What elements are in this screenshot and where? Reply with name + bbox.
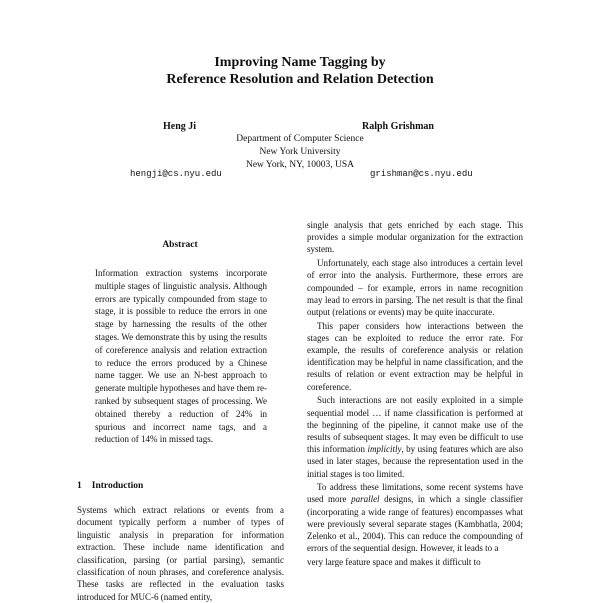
abstract-text: Information extraction systems incorporate multiple stages of linguistic analysis. Although errors are typically compounded from stage to stage, it is possible to reduce the errors in one stage by harnessing the results of the other stages. We demonstrate this by using the results of coreference analysis and relation extraction to reduce the errors produced by a Chinese name tagger. We use an N-best approach to generate multiple hypotheses and have them re-ranked by subsequent stages of processing. We obtained thereby a reduction of 24% in spurious and incorrect name tags, and a reduction of 14% in missed tags.	[95, 268, 267, 445]
right-paragraph-4	[307, 394, 523, 479]
right-paragraph-5-last-line: very large feature space and makes it difficult to	[307, 556, 481, 567]
section-heading-introduction	[77, 481, 143, 491]
right-paragraph-5	[307, 481, 523, 554]
p4-text-a: Such interactions are not easily exploited in a simple sequential model … if name classification is performed at the beginning of the pipeline, it cannot make use of the results of subsequent stages. It may even be difficult to use this information	[307, 395, 523, 455]
author-1-name: Heng Ji	[163, 121, 197, 132]
section-number: 1	[77, 481, 82, 491]
section-title: Introduction	[91, 481, 144, 491]
right-paragraph-3: This paper considers how interactions between the stages can be exploited to reduce the error rate. For example, the results of coreference analysis or relation identification may be helpful in name classification, and the results of relation or event extraction may be helpful in coreference.	[307, 320, 523, 392]
p5-emphasis: parallel	[351, 494, 380, 505]
affiliation-department: Department of Computer Science	[236, 134, 364, 144]
affiliation-address: New York, NY, 10003, USA	[245, 160, 355, 170]
paper-title-line-1: Improving Name Tagging by	[214, 55, 386, 70]
author-2-name: Ralph Grishman	[362, 121, 434, 132]
author-2-email: grishman@cs.nyu.edu	[370, 169, 473, 179]
right-paragraph-2: Unfortunately, each stage also introduces a certain level of error into the analysis. Furthermore, these errors are compounded – for example, errors in name recognition may lead to errors in parsing. The net result is that the final output (relations or events) may be quite inaccurate.	[307, 258, 523, 317]
introduction-text: Systems which extract relations or events from a document typically perform a number of types of linguistic analysis in preparation for information extraction. These include name identification and classification, parsing (or partial parsing), semantic classification of noun phrases, and coreference analysis. These tasks are reflected in the evaluation tasks introduced for MUC-6 (named entity,	[77, 505, 284, 602]
p5-text-b: designs, in which a single classifier (incorporating a wide range of features) encompasses what were previously several separate stages (Kambhatla, 2004; Zelenko et al., 2004). This can reduce the compounding of errors of the sequential design. However, it leads to a	[307, 494, 523, 554]
right-column	[307, 219, 523, 570]
affiliation-university: New York University	[259, 147, 341, 157]
right-paragraph-1: single analysis that gets enriched by each stage. This provides a simple modular organization for the extraction system.	[307, 220, 523, 255]
author-1-email: hengji@cs.nyu.edu	[130, 169, 222, 179]
p4-emphasis: implicitly	[367, 444, 402, 455]
p4-text-b: , by using features which are also used in later stages, because the representation used in the initial stages is too limited.	[307, 444, 524, 479]
paper-title-line-2: Reference Resolution and Relation Detection	[166, 72, 434, 87]
abstract-heading: Abstract	[162, 240, 198, 250]
p5-text-a: To address these limitations, some recent systems have used more	[307, 482, 523, 505]
